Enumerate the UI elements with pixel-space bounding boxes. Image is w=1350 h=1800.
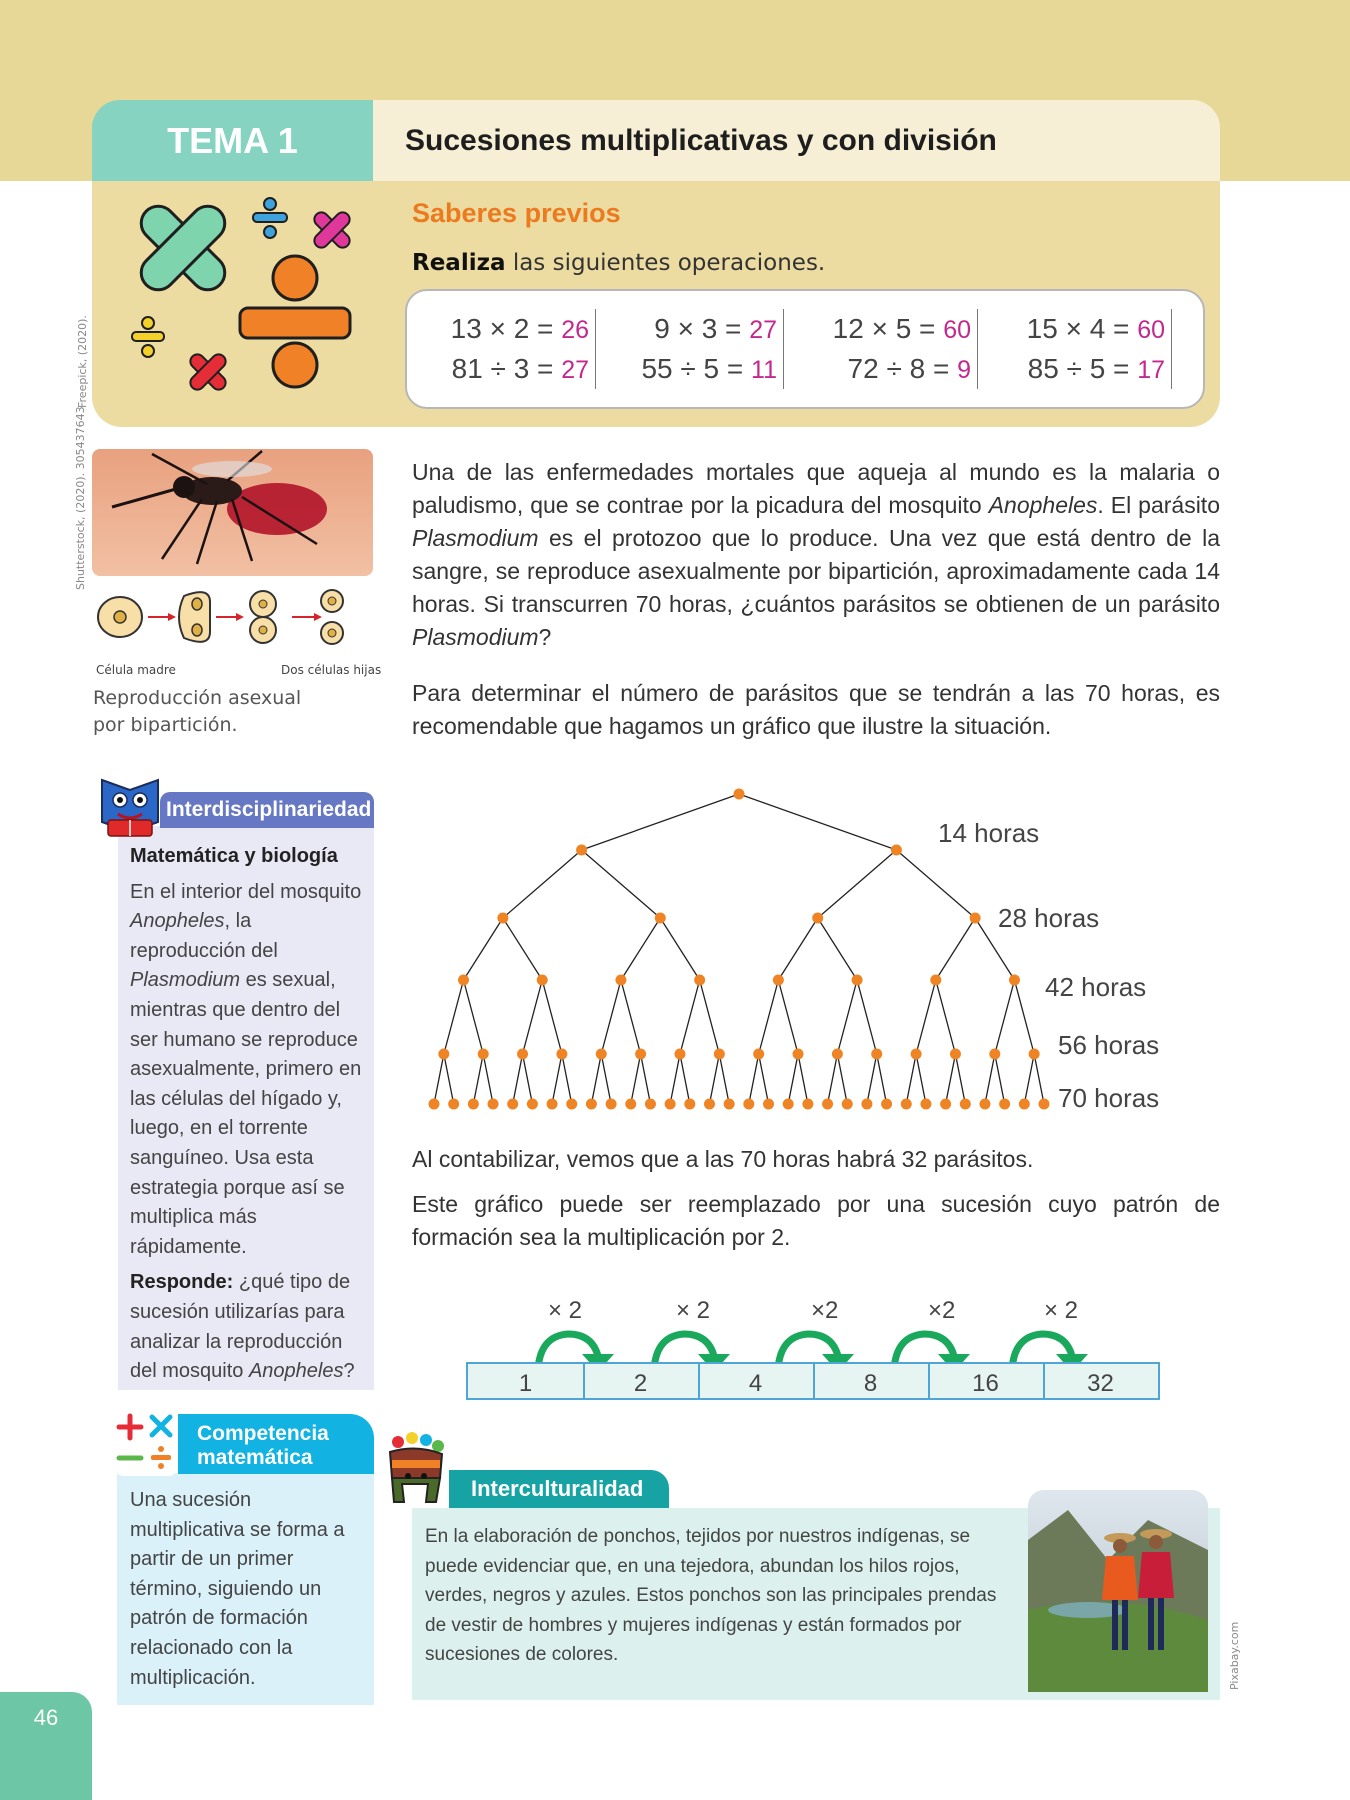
parasite-node [438,1049,449,1060]
parasite-node [547,1099,558,1110]
instruction-rest: las siguientes operaciones. [505,250,826,276]
parasite-node [497,913,508,924]
daughter-cells-label: Dos células hijas [281,663,382,677]
tree-edge [513,1054,523,1104]
tree-edge [670,1054,680,1104]
topic-header [92,100,1220,182]
tree-edge [936,918,975,980]
dividing-cell [179,592,210,642]
tree-edge [788,1054,798,1104]
daughter-cells [321,590,343,644]
sequence-strip [466,1362,1160,1400]
pink-times-icon [301,199,363,261]
parasite-node [822,1099,833,1110]
tree-edge [798,1054,808,1104]
mother-cell [98,597,142,637]
splitting-cell [250,591,276,643]
parasite-node [665,1099,676,1110]
parasite-node [930,975,941,986]
parasite-node [979,1099,990,1110]
operation: 12 × 5 = 60 [832,313,971,344]
tree-label-56: 56 horas [1058,1030,1160,1060]
parasite-node [527,1099,538,1110]
interdisciplinary-text: Matemática y biología En el interior del mosquito Anopheles, la reproducción del Plasmodium es sexual, mientras que dentro del ser humano se reproduce asexualmente, primero en las células del hígado y, luego, en el torrente sanguíneo. Usa esta estrategia porque así se multiplica más rápidamente. Responde: ¿qué tipo de sucesión utilizarías para analizar la reproducción del mosquito Anopheles? [130,842,370,1387]
tree-edge [1014,980,1034,1054]
operation-answer: 26 [561,316,589,344]
tree-edge [542,980,562,1054]
parasite-node [674,1049,685,1060]
parasite-node [625,1099,636,1110]
tree-edge [995,1054,1005,1104]
parasite-node [802,1099,813,1110]
tree-edge [759,1054,769,1104]
parasite-node [488,1099,499,1110]
yellow-divide-icon [132,317,164,357]
tree-edge [680,1054,690,1104]
tree-label-14: 14 horas [938,818,1040,848]
operation-column [595,309,784,389]
tree-edge [641,1054,651,1104]
operation: 85 ÷ 5 = 17 [1027,353,1165,384]
parasite-node [793,1049,804,1060]
operation-answer: 60 [1137,316,1165,344]
tree-edge [473,1054,483,1104]
parasite-node [566,1099,577,1110]
parasite-node [901,1099,912,1110]
saberes-heading: Saberes previos [412,198,621,228]
operation-answer: 27 [561,356,589,384]
tree-edge [916,980,936,1054]
bipartition-diagram [92,582,373,664]
operations-box [405,289,1205,409]
tree-edge [946,1054,956,1104]
parasite-node [537,975,548,986]
sequence-term: 16 [928,1364,1045,1400]
sequence-term: 8 [813,1364,930,1400]
tree-edge [709,1054,719,1104]
tree-edge [749,1054,759,1104]
parasite-node [576,845,587,856]
image-caption: Reproducción asexual por bipartición. [93,687,302,736]
operation-answer: 9 [957,356,971,384]
operation: 15 × 4 = 60 [1026,313,1165,344]
andean-women-photo [1028,1490,1208,1692]
tree-edge [552,1054,562,1104]
parasite-node [1029,1049,1040,1060]
parasite-node [635,1049,646,1060]
tree-edge [631,1054,641,1104]
multiplier-label: × 2 [1044,1297,1079,1324]
parasite-node [586,1099,597,1110]
parasite-node [478,1049,489,1060]
multiplier-label: ×2 [928,1297,956,1324]
tree-edge [444,980,464,1054]
sequence-term: 32 [1087,1370,1114,1397]
parasite-node [556,1049,567,1060]
parasite-node [734,789,745,800]
parasite-node [448,1099,459,1110]
tree-edge [837,980,857,1054]
instruction [412,250,825,276]
tree-edge [739,794,896,850]
parasite-node [950,1049,961,1060]
parasite-node [970,913,981,924]
parasite-node [743,1099,754,1110]
parasite-node [940,1099,951,1110]
tree-edge [837,1054,847,1104]
operation-answer: 60 [943,316,971,344]
arrow-icon [168,613,176,621]
operation-answer: 27 [749,316,777,344]
parasite-node [832,1049,843,1060]
multiplier-label: × 2 [676,1297,711,1324]
tree-label-70: 70 horas [1058,1083,1160,1113]
tree-edge [582,794,739,850]
tree-edge [828,1054,838,1104]
graph-intro-paragraph: Para determinar el número de parásitos que se tendrán a las 70 horas, es recomendable que hagamos un gráfico que ilustre la situación. [412,680,1220,739]
tree-edge [955,1054,965,1104]
parasite-node [763,1099,774,1110]
parasite-node [871,1049,882,1060]
tree-edge [818,918,857,980]
parasite-node [881,1099,892,1110]
parasite-node [429,1099,440,1110]
page-number: 46 [33,1705,59,1730]
parasite-node [606,1099,617,1110]
parasite-node [704,1099,715,1110]
parasite-node [468,1099,479,1110]
tree-edge [591,1054,601,1104]
intro-paragraph: Una de las enfermedades mortales que aqueja al mundo es la malaria o paludismo, que se contrae por la picadura del mosquito Anopheles. El parásito Plasmodium es el protozoo que lo produce. Una vez que está dentro de la sangre, se reproduce asexualmente por bipartición, aproximadamente cada 14 horas. Si transcurren 70 horas, ¿cuántos parásitos se obtienen de un parásito Plasmodium? [412,459,1220,650]
count-paragraph: Al contabilizar, vemos que a las 70 horas habrá 32 parásitos. [412,1146,1034,1172]
operation-column [407,309,596,389]
tree-edge [464,980,484,1054]
tree-edge [444,1054,454,1104]
tree-label-28: 28 horas [998,903,1100,933]
parasite-node [861,1099,872,1110]
tree-edge [867,1054,877,1104]
parasite-node [812,913,823,924]
tree-edge [1024,1054,1034,1104]
tree-edge [700,980,720,1054]
sequence-term: 1 [468,1364,585,1400]
tree-edge [523,980,543,1054]
operation: 13 × 2 = 26 [450,313,589,344]
sequence-paragraph: Este gráfico puede ser reemplazado por una sucesión cuyo patrón de formación sea la multiplicación por 2. [412,1191,1220,1250]
parasite-node [1009,975,1020,986]
parasite-node [1019,1099,1030,1110]
competence-text: Una sucesión multiplicativa se forma a partir de un primer término, siguiendo un patrón de formación relacionado con la multiplicación. [130,1489,345,1689]
parasite-node [458,975,469,986]
tree-edge [857,980,877,1054]
competence-tab: Competencia matemática [178,1414,374,1474]
pixabay-credit: Pixabay.com [1228,1621,1241,1690]
interdisciplinary-question: Responde: ¿qué tipo de sucesión utilizarías para analizar la reproducción del mosquito Anopheles? [130,1271,355,1383]
parasite-node [920,1099,931,1110]
tree-edge [464,918,503,980]
topic-number: TEMA 1 [92,100,373,182]
sequence-term: 2 [583,1364,700,1400]
parasite-node [507,1099,518,1110]
page-title: Sucesiones multiplicativas y con división [373,100,1220,182]
tree-edge [818,850,897,918]
tree-edge [660,918,699,980]
operation: 72 ÷ 8 = 9 [847,353,971,384]
multiplier-label: × 2 [548,1297,583,1324]
parasite-node [911,1049,922,1060]
mother-cell-label: Célula madre [96,663,176,677]
operation: 81 ÷ 3 = 27 [451,353,589,384]
tree-edge [906,1054,916,1104]
tree-edge [523,1054,533,1104]
operation-column [983,309,1172,389]
tree-label-42: 42 horas [1045,972,1147,1002]
tree-edge [985,1054,995,1104]
sequence-term: 4 [698,1364,815,1400]
operation: 55 ÷ 5 = 11 [641,353,777,384]
parasite-node [773,975,784,986]
tree-edge [778,918,817,980]
tree-edge [680,980,700,1054]
orange-divide-icon [240,256,350,387]
book-mascot-icon [92,770,168,842]
tree-edge [601,1054,611,1104]
multiplier-label: ×2 [811,1297,839,1324]
math-symbols-illustration [120,190,370,400]
intercultural-text: En la elaboración de ponchos, tejidos por nuestros indígenas, se puede evidenciar que, en una tejedora, abundan los hilos rojos, verdes, negros y azules. Estos ponchos son las principales prendas de vestir de hombres y mujeres indígenas y están formados por sucesiones de colores. [425,1526,997,1665]
tree-edge [434,1054,444,1104]
parasite-node [999,1099,1010,1110]
tree-edge [778,980,798,1054]
arrow-icon [236,613,244,621]
tree-edge [936,980,956,1054]
tree-edge [503,918,542,980]
tree-edge [896,850,975,918]
tree-edge [759,980,779,1054]
parasite-node [714,1049,725,1060]
tree-edge [916,1054,926,1104]
parasite-node [852,975,863,986]
tree-edge [1034,1054,1044,1104]
intercultural-tab: Interculturalidad [449,1470,669,1508]
tree-edge [621,918,660,980]
parasite-node [684,1099,695,1110]
blue-divide-icon [253,198,287,238]
tree-edge [621,980,641,1054]
red-times-icon [177,341,239,400]
parasite-node [891,845,902,856]
tree-edge [719,1054,729,1104]
parasite-node [724,1099,735,1110]
parasite-node [1039,1099,1050,1110]
arrow-icon [314,613,322,621]
freepik-credit: Freepick, (2020). [76,315,89,408]
operations-icon [112,1408,180,1478]
tree-edge [995,980,1015,1054]
parasite-node [960,1099,971,1110]
shutterstock-credit: Shutterstock, (2020). 305437643 [74,406,87,590]
parasite-node [783,1099,794,1110]
parasite-node [596,1049,607,1060]
operation-answer: 17 [1137,356,1165,384]
tree-edge [483,1054,493,1104]
tree-edge [601,980,621,1054]
mosquito-photo [92,449,373,576]
parasite-node [645,1099,656,1110]
parasite-node [694,975,705,986]
operation-column [789,309,978,389]
instruction-verb: Realiza [412,250,506,276]
tree-edge [503,850,582,918]
tree-edge [562,1054,572,1104]
tree-edge [877,1054,887,1104]
parasite-node [655,913,666,924]
interdisciplinary-subtitle: Matemática y biología [130,845,338,867]
parasite-node [753,1049,764,1060]
parasite-node [842,1099,853,1110]
operation-answer: 11 [751,356,777,384]
tree-edge [582,850,661,918]
interdisciplinary-tab: Interdisciplinariedad [160,792,374,828]
green-times-icon [120,190,257,322]
bipartition-tree [412,770,1220,1120]
parasite-node [989,1049,1000,1060]
chullo-hat-icon [380,1432,450,1512]
parasite-node [517,1049,528,1060]
parasite-node [615,975,626,986]
operation: 9 × 3 = 27 [654,313,777,344]
